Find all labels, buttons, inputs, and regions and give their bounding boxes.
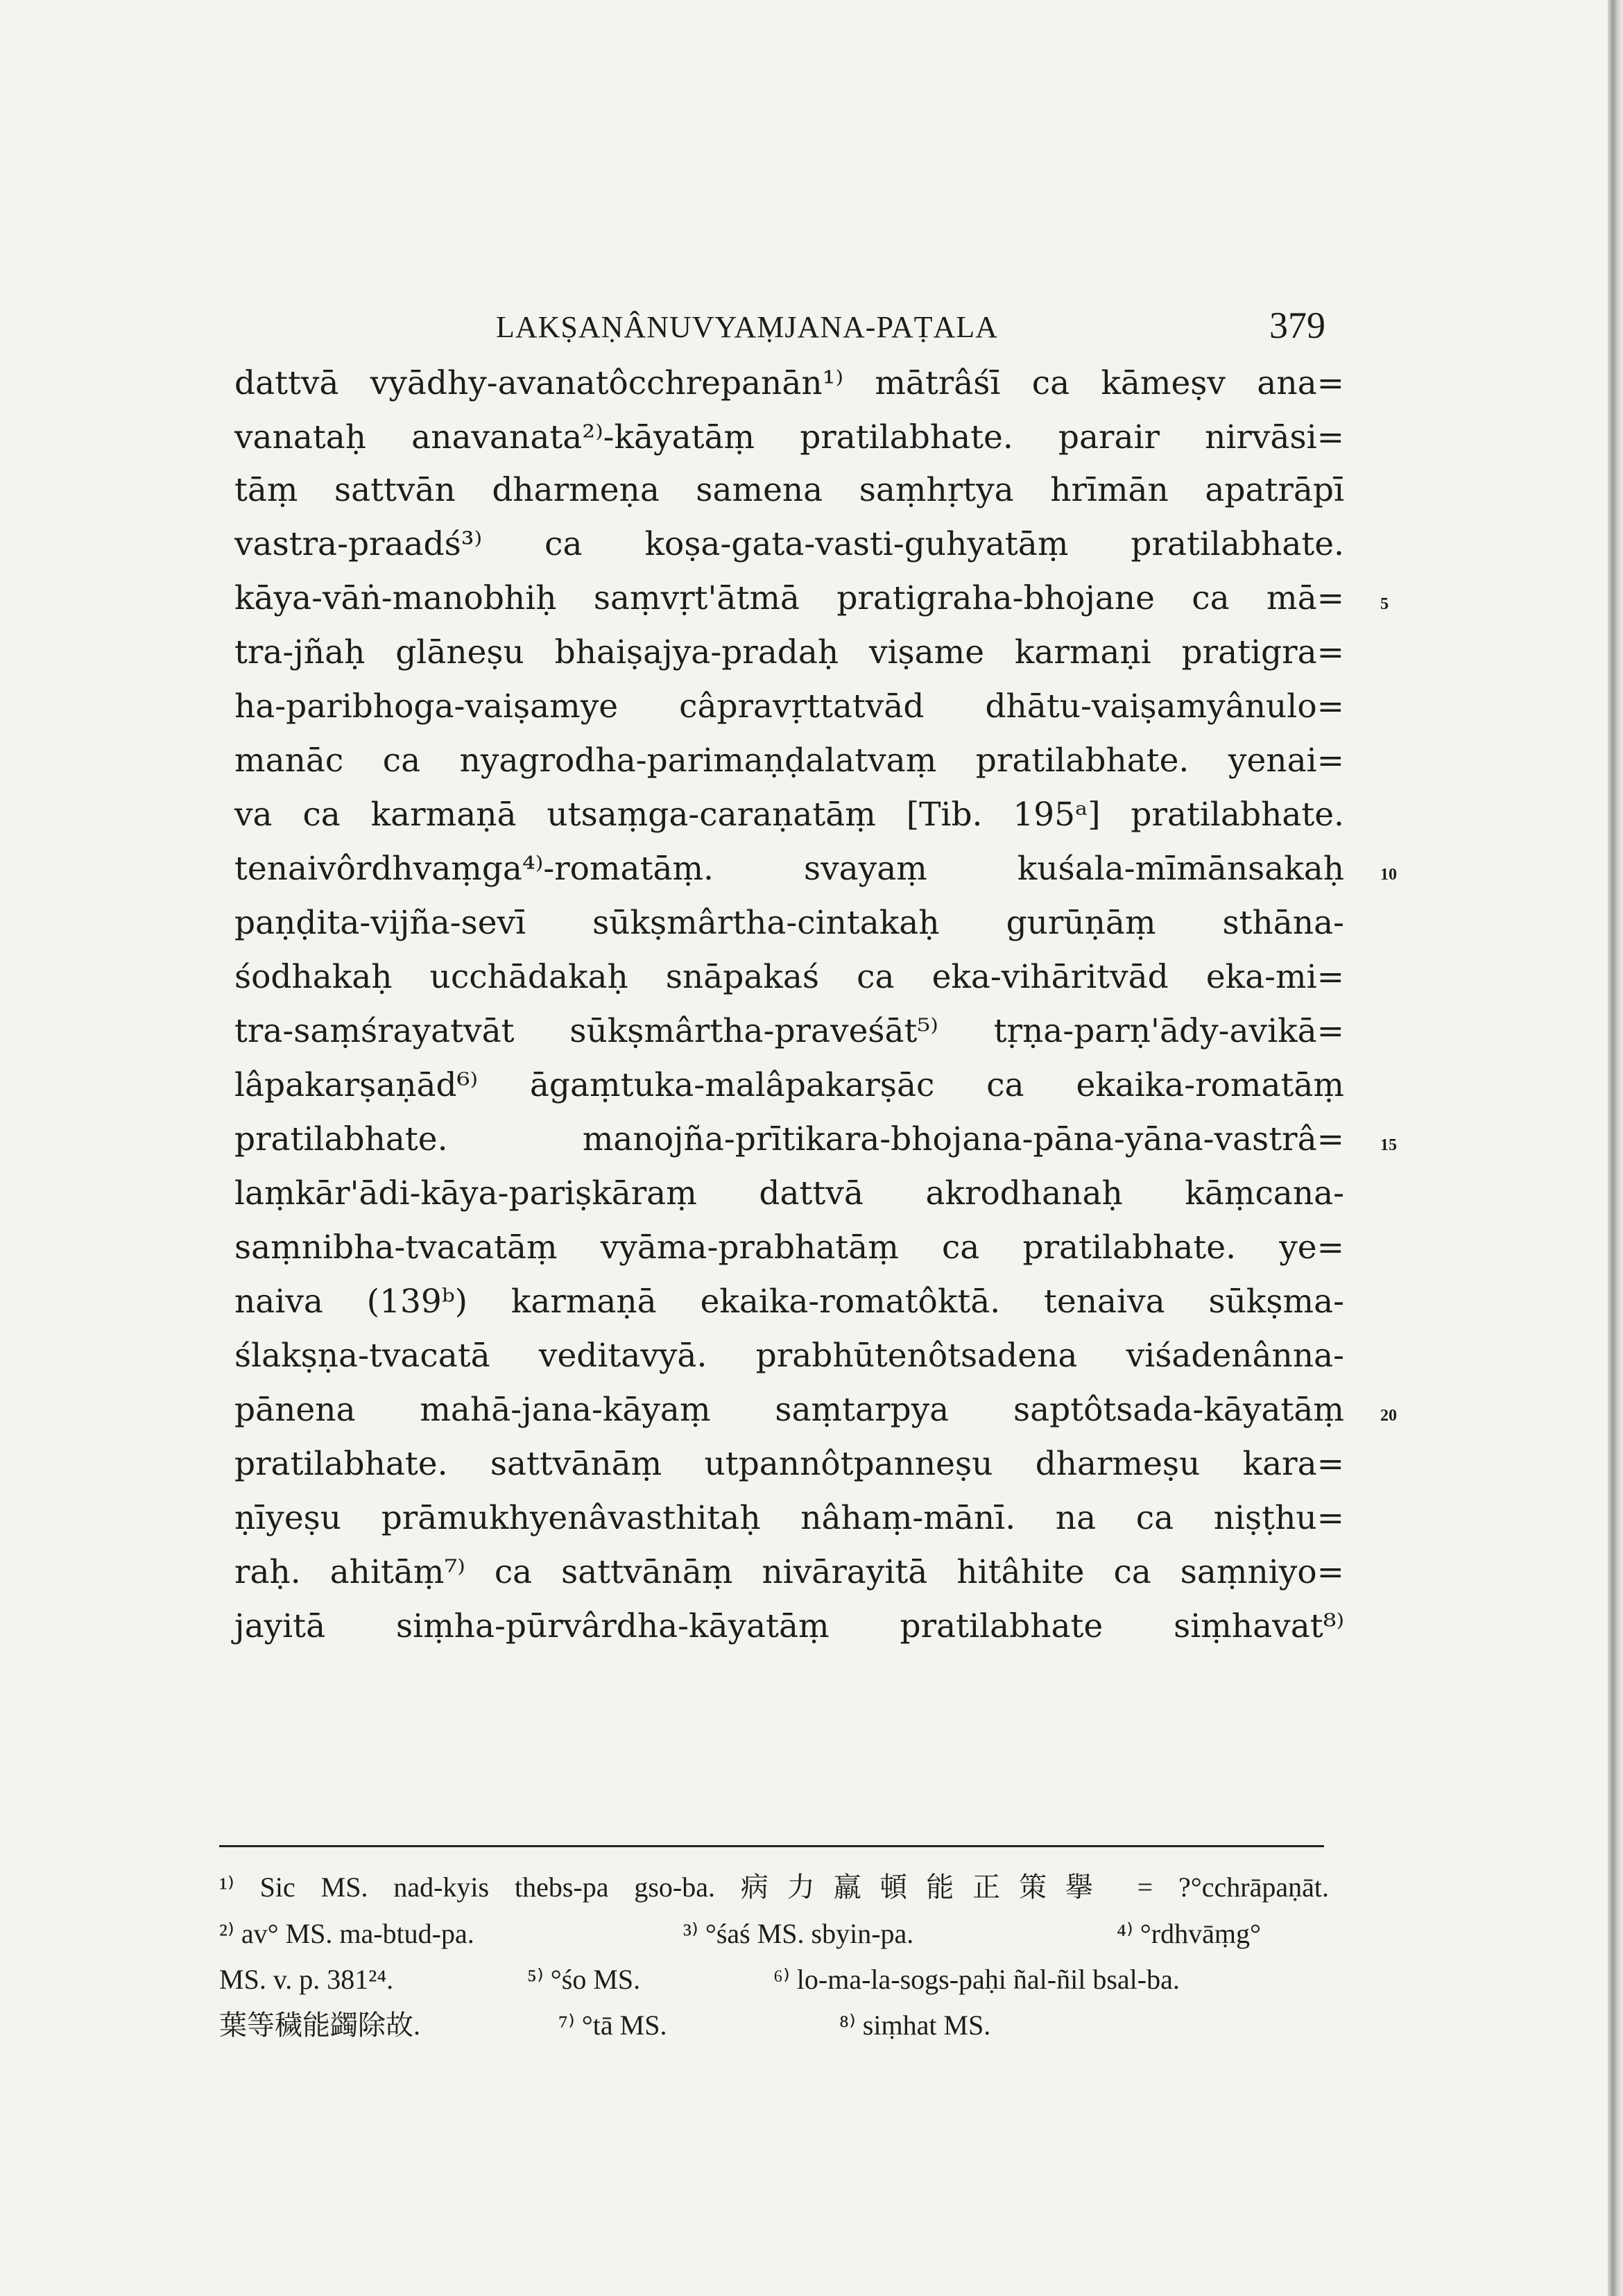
footnote-8: ⁸⁾ siṃhat MS. bbox=[839, 2010, 991, 2041]
footnote-2: ²⁾ av° MS. ma-btud-pa. bbox=[219, 1918, 474, 1949]
footnote-4: ⁴⁾ °rdhvāṃg° bbox=[1117, 1918, 1261, 1949]
text-line: va ca karmaṇā utsaṃga-caraṇatāṃ [Tib. 195ᵃ] pratilabhate. bbox=[234, 796, 1344, 834]
text-line: raḥ. ahitāṃ⁷⁾ ca sattvānāṃ nivārayitā hitâhite ca saṃniyo= bbox=[234, 1553, 1344, 1591]
text-line: naiva (139ᵇ) karmaṇā ekaika-romatôktā. tenaiva sūkṣma- bbox=[234, 1283, 1344, 1321]
text-line: tāṃ sattvān dharmeṇa samena saṃhṛtya hrīmān apatrāpī bbox=[234, 471, 1344, 509]
text-line: pānena mahā-jana-kāyaṃ saṃtarpya saptôtsada-kāyatāṃ bbox=[234, 1391, 1344, 1429]
text-line: paṇḍita-vijña-sevī sūkṣmârtha-cintakaḥ gurūṇāṃ sthāna- bbox=[234, 904, 1344, 942]
line-number-marker: 20 bbox=[1380, 1407, 1397, 1425]
line-number-marker: 15 bbox=[1380, 1136, 1397, 1154]
text-line: lâpakarṣaṇād⁶⁾ āgaṃtuka-malâpakarṣāc ca ekaika-romatāṃ bbox=[234, 1066, 1344, 1104]
text-line: tra-jñaḥ glāneṣu bhaiṣajya-pradaḥ viṣame karmaṇi pratigra= bbox=[234, 633, 1344, 671]
footnote-separator-rule bbox=[219, 1845, 1324, 1847]
text-line: laṃkār'ādi-kāya-pariṣkāraṃ dattvā akrodhanaḥ kāṃcana- bbox=[234, 1174, 1344, 1213]
text-line: saṃnibha-tvacatāṃ vyāma-prabhatāṃ ca pratilabhate. ye= bbox=[234, 1228, 1344, 1267]
line-number-marker: 10 bbox=[1380, 866, 1397, 884]
page-number: 379 bbox=[1269, 305, 1325, 346]
text-line: kāya-vāṅ-manobhiḥ saṃvṛt'ātmā pratigraha-bhojane ca mā= bbox=[234, 579, 1344, 617]
footnote-4-continued: MS. v. p. 381²⁴. bbox=[219, 1964, 394, 1995]
text-line: ślakṣṇa-tvacatā veditavyā. prabhūtenôtsadena viśadenânna- bbox=[234, 1337, 1344, 1375]
text-line: pratilabhate. sattvānāṃ utpannôtpanneṣu dharmeṣu kara= bbox=[234, 1445, 1344, 1483]
footnote-3: ³⁾ °śaś MS. sbyin-pa. bbox=[683, 1918, 914, 1949]
footnote-7: ⁷⁾ °tā MS. bbox=[558, 2010, 667, 2041]
text-line: tenaivôrdhvaṃga⁴⁾-romatāṃ. svayaṃ kuśala-mīmānsakaḥ bbox=[234, 850, 1344, 888]
footnote-5: ⁵⁾ °śo MS. bbox=[527, 1964, 641, 1995]
footnote-1: ¹⁾ Sic MS. nad-kyis thebs-pa gso-ba. 病力羸頓能正策擧 = ?°cchrāpaṇāt. bbox=[219, 1871, 1329, 1903]
text-line: pratilabhate. manojña-prītikara-bhojana-pāna-yāna-vastrâ= bbox=[234, 1120, 1344, 1158]
page-edge-shadow bbox=[1608, 0, 1623, 2296]
text-line: vastra-praadś³⁾ ca koṣa-gata-vasti-guhyatāṃ pratilabhate. bbox=[234, 525, 1344, 563]
text-line: vanataḥ anavanata²⁾-kāyatāṃ pratilabhate. parair nirvāsi= bbox=[234, 418, 1344, 456]
text-line: jayitā siṃha-pūrvârdha-kāyatāṃ pratilabhate siṃhavat⁸⁾ bbox=[234, 1607, 1344, 1645]
line-number-marker: 5 bbox=[1380, 595, 1389, 613]
footnote-6: ⁶⁾ lo-ma-la-sogs-paḥi ñal-ñil bsal-ba. bbox=[773, 1964, 1180, 1995]
text-line: dattvā vyādhy-avanatôcchrepanān¹⁾ mātrâśī ca kāmeṣv ana= bbox=[234, 364, 1344, 402]
footnote-6-continued: 葉等穢能蠲除故. bbox=[219, 2010, 420, 2041]
text-line: tra-saṃśrayatvāt sūkṣmârtha-praveśāt⁵⁾ tṛṇa-parṇ'ādy-avikā= bbox=[234, 1012, 1344, 1050]
text-line: ṇīyeṣu prāmukhyenâvasthitaḥ nâhaṃ-mānī. na ca niṣṭhu= bbox=[234, 1499, 1344, 1537]
text-line: ha-paribhoga-vaiṣamye câpravṛttatvād dhātu-vaiṣamyânulo= bbox=[234, 687, 1344, 726]
text-line: manāc ca nyagrodha-parimaṇḍalatvaṃ pratilabhate. yenai= bbox=[234, 742, 1344, 780]
text-line: śodhakaḥ ucchādakaḥ snāpakaś ca eka-vihāritvād eka-mi= bbox=[234, 958, 1344, 996]
running-head-title: LAKṢAṆÂNUVYAṂJANA-PAṬALA bbox=[496, 310, 998, 344]
